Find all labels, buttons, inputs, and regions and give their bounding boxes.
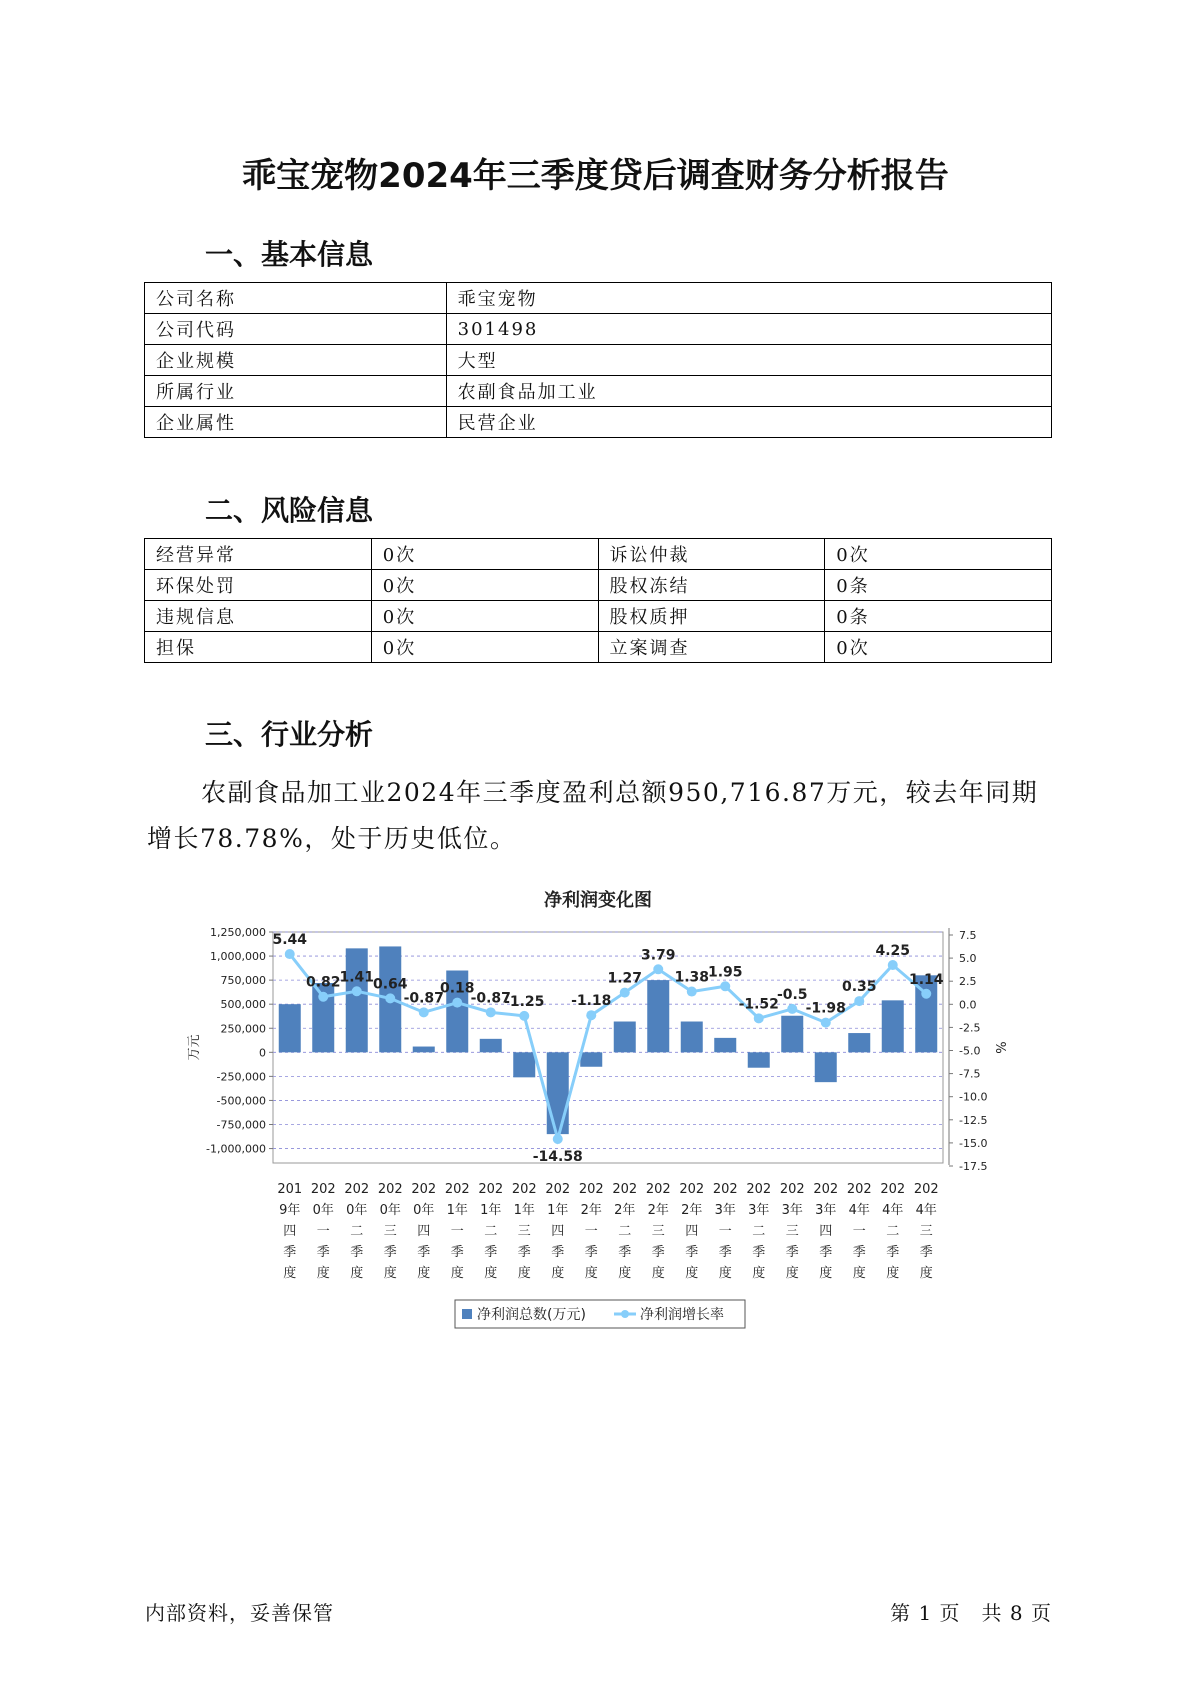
plot-area [273,932,943,1166]
growth-rate-data-label: 0.82 [305,974,341,991]
growth-rate-point [754,1013,764,1023]
y-left-tick-label: 1,000,000 [210,950,266,964]
basic-value: 农副食品加工业 [446,376,1051,407]
bar [714,1038,736,1052]
footer-confidential: 内部资料，妥善保管 [145,1601,334,1625]
y-left-tick-label: -500,000 [216,1094,266,1108]
x-tick-label: 202 2年三季度 [645,1182,671,1281]
risk-label: 经营异常 [145,539,372,570]
growth-rate-data-label: 1.95 [707,964,743,981]
y-right-tick-label: 7.5 [959,929,977,942]
risk-value: 0次 [371,632,598,663]
risk-label: 股权质押 [598,601,825,632]
y-left-tick-label: 1,250,000 [210,926,266,939]
y-right-tick-label: 0.0 [959,998,977,1012]
risk-value: 0次 [371,601,598,632]
section-heading-basic: 一、基本信息 [205,238,374,271]
growth-rate-data-label: 1.14 [908,971,944,988]
legend-line-marker [621,1310,629,1318]
footer-page-number: 第 1 页 共 8 页 [890,1601,1052,1625]
x-tick-label: 202 3年三季度 [779,1182,805,1281]
x-tick-label: 202 1年一季度 [444,1182,470,1281]
legend-line-label: 净利润增长率 [640,1307,724,1323]
growth-rate-data-label: -0.5 [776,986,808,1003]
growth-rate-point [318,992,328,1002]
y-left-tick-label: 750,000 [220,974,266,988]
y-left-axis-label: 万元 [187,1034,202,1061]
bar [279,1004,301,1052]
x-tick-label: 202 3年二季度 [746,1182,772,1281]
risk-label: 环保处罚 [145,570,372,601]
growth-rate-point [687,987,697,997]
bar [882,1000,904,1052]
risk-row [145,539,1052,570]
growth-rate-data-label: 1.27 [607,970,643,987]
basic-row [145,407,1052,438]
section-heading-industry: 三、行业分析 [205,718,374,751]
risk-value: 0次 [825,539,1052,570]
risk-row [145,632,1052,663]
net-profit-chart [0,880,1191,1340]
growth-rate-point [586,1010,596,1020]
x-tick-label: 202 1年四季度 [545,1182,571,1281]
growth-rate-data-label: 5.44 [272,932,308,949]
growth-rate-data-label: 1.38 [674,969,710,986]
growth-rate-data-label: -1.98 [805,1000,846,1017]
growth-rate-data-label: 0.64 [372,976,408,993]
legend-bar-swatch [462,1309,472,1319]
y-right-axis-label: % [995,1041,1010,1054]
risk-label: 违规信息 [145,601,372,632]
y-left-tick-label: -250,000 [216,1070,266,1084]
y-right-tick-label: 2.5 [959,975,977,989]
growth-rate-point [486,1007,496,1017]
bar [614,1022,636,1053]
bar [647,980,669,1052]
basic-value: 大型 [446,345,1051,376]
growth-rate-data-label: 1.41 [339,969,375,986]
basic-label: 企业属性 [145,407,447,438]
bar [781,1016,803,1053]
bar [413,1047,435,1053]
growth-rate-point [921,989,931,999]
growth-rate-data-label: 0.18 [439,980,475,997]
y-right-tick-label: -15.0 [959,1136,988,1150]
growth-rate-data-label: -1.52 [738,996,779,1013]
y-right-tick-label: -5.0 [959,1044,981,1058]
industry-paragraph-text: 农副食品加工业2024年三季度盈利总额950,716.87万元，较去年同期增长78.78%，处于历史低位。 [147,778,1039,853]
y-left-tick-label: 500,000 [220,998,266,1012]
y-right-tick-label: -17.5 [959,1160,988,1173]
basic-label: 公司名称 [145,283,447,314]
x-tick-label: 202 0年三季度 [377,1182,403,1281]
x-tick-label: 202 4年二季度 [880,1182,906,1281]
x-tick-label: 202 0年二季度 [344,1182,370,1281]
x-tick-label: 202 1年二季度 [478,1182,504,1281]
basic-label: 公司代码 [145,314,447,345]
growth-rate-point [720,981,730,991]
report-title: 乖宝宠物2024年三季度贷后调查财务分析报告 [242,156,949,196]
y-right-tick-label: -10.0 [959,1090,988,1104]
bar [848,1033,870,1052]
industry-paragraph [147,770,1047,862]
y-left-tick-label: -1,000,000 [206,1142,266,1156]
x-tick-label: 202 1年三季度 [511,1182,537,1281]
y-right-tick-label: 5.0 [959,952,977,966]
bar [748,1052,770,1067]
risk-value: 0次 [371,539,598,570]
risk-label: 立案调查 [598,632,825,663]
chart-title: 净利润变化图 [544,890,652,911]
growth-rate-point [854,996,864,1006]
growth-rate-point [553,1134,563,1144]
growth-rate-point [519,1011,529,1021]
growth-rate-point [419,1007,429,1017]
basic-label: 所属行业 [145,376,447,407]
risk-value: 0次 [825,632,1052,663]
x-tick-label: 202 4年三季度 [913,1182,939,1281]
growth-rate-point [352,986,362,996]
bar [480,1039,502,1052]
x-tick-label: 201 9年四季度 [277,1182,303,1281]
risk-row [145,601,1052,632]
growth-rate-point [452,998,462,1008]
risk-value: 0条 [825,570,1052,601]
bar [513,1052,535,1077]
basic-value: 301498 [446,314,1051,345]
basic-row [145,376,1052,407]
y-right-tick-label: -7.5 [959,1067,981,1081]
growth-rate-point [285,949,295,959]
section-heading-risk: 二、风险信息 [205,494,374,527]
bar [346,948,368,1052]
basic-row [145,283,1052,314]
risk-value: 0次 [371,570,598,601]
bar [681,1022,703,1053]
risk-info-table [144,538,1052,663]
risk-label: 诉讼仲裁 [598,539,825,570]
growth-rate-point [385,993,395,1003]
x-tick-label: 202 0年四季度 [411,1182,437,1281]
x-tick-label: 202 0年一季度 [310,1182,336,1281]
growth-rate-data-label: 4.25 [875,943,911,960]
basic-row [145,345,1052,376]
y-left-tick-label: -750,000 [216,1118,266,1132]
growth-rate-data-label: -1.18 [571,993,612,1010]
x-tick-label: 202 4年一季度 [846,1182,872,1281]
y-left-tick-label: 250,000 [220,1022,266,1036]
growth-rate-data-label: -0.87 [403,990,444,1007]
basic-row [145,314,1052,345]
growth-rate-data-label: -1.25 [504,993,545,1010]
risk-label: 股权冻结 [598,570,825,601]
basic-label: 企业规模 [145,345,447,376]
bar [580,1052,602,1066]
risk-value: 0条 [825,601,1052,632]
x-tick-label: 202 3年四季度 [813,1182,839,1281]
x-tick-label: 202 3年一季度 [712,1182,738,1281]
growth-rate-data-label: -0.87 [470,990,511,1007]
basic-info-table [144,282,1052,438]
growth-rate-point [888,960,898,970]
bar [547,1052,569,1134]
risk-row [145,570,1052,601]
y-right-tick-label: -12.5 [959,1113,988,1127]
growth-rate-point [787,1004,797,1014]
growth-rate-point [821,1018,831,1028]
basic-value: 乖宝宠物 [446,283,1051,314]
growth-rate-data-label: -14.58 [532,1149,583,1166]
legend-bar-label: 净利润总数(万元) [477,1307,586,1323]
x-tick-label: 202 2年二季度 [612,1182,638,1281]
basic-value: 民营企业 [446,407,1051,438]
growth-rate-point [653,964,663,974]
y-right-tick-label: -2.5 [959,1021,981,1035]
risk-label: 担保 [145,632,372,663]
growth-rate-point [620,988,630,998]
x-tick-label: 202 2年一季度 [578,1182,604,1281]
x-tick-label: 202 2年四季度 [679,1182,705,1281]
y-left-tick-label: 0 [259,1046,266,1060]
growth-rate-data-label: 3.79 [640,947,676,964]
growth-rate-data-label: 0.35 [841,979,877,996]
bar [815,1052,837,1082]
